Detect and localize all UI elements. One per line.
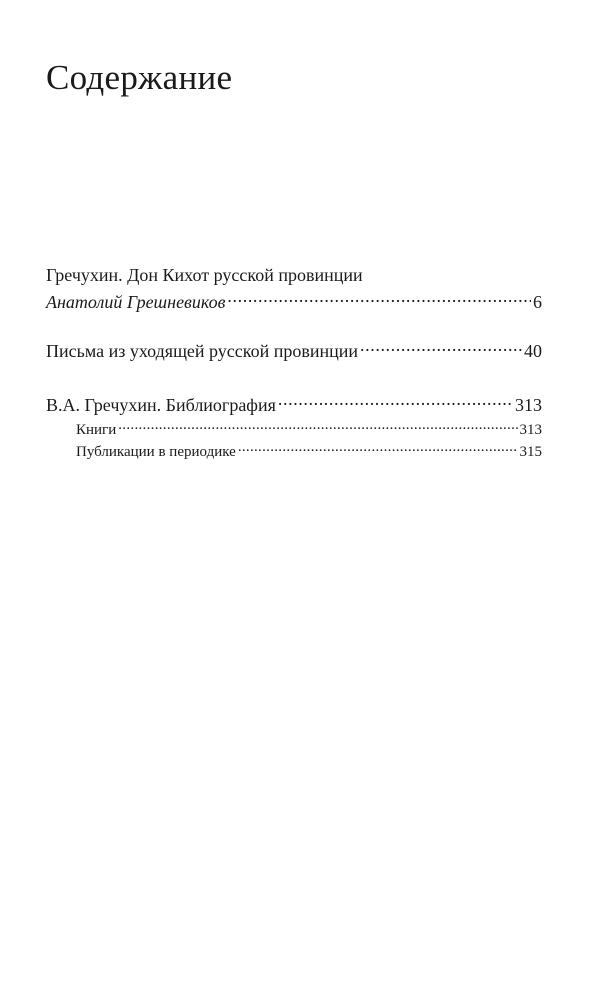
toc-subentry-title: Публикации в периодике (76, 444, 236, 460)
dot-leader (278, 393, 513, 411)
toc-entry-title: Гречухин. Дон Кихот русской провинции (46, 265, 363, 285)
toc-entry-title: В.А. Гречухин. Библиография (46, 395, 276, 415)
toc-entry-title-line (46, 262, 542, 289)
dot-leader (227, 290, 531, 308)
toc-entry-author: Анатолий Грешневиков (46, 292, 226, 312)
toc-entry-author-line (46, 289, 542, 316)
toc-subentry-page: 315 (519, 444, 542, 460)
toc-entry-title: Письма из уходящей русской провинции (46, 341, 359, 361)
dot-leader (360, 339, 522, 357)
toc-subentry (76, 441, 542, 463)
toc-subentry-page: 313 (519, 422, 542, 438)
toc-entry-page: 40 (524, 341, 542, 361)
toc-entry (46, 262, 542, 316)
page-title: Содержание (46, 58, 233, 97)
toc-entry-title-line (46, 338, 542, 365)
toc-entry (46, 338, 542, 365)
dot-leader (238, 441, 518, 456)
toc-subentry (76, 419, 542, 441)
toc-entry (46, 392, 542, 463)
dot-leader (118, 419, 517, 434)
toc-entry-page: 313 (515, 395, 542, 415)
toc-entry-page: 6 (533, 292, 542, 312)
toc-subentry-title: Книги (76, 422, 117, 438)
toc-entry-title-line (46, 392, 542, 419)
